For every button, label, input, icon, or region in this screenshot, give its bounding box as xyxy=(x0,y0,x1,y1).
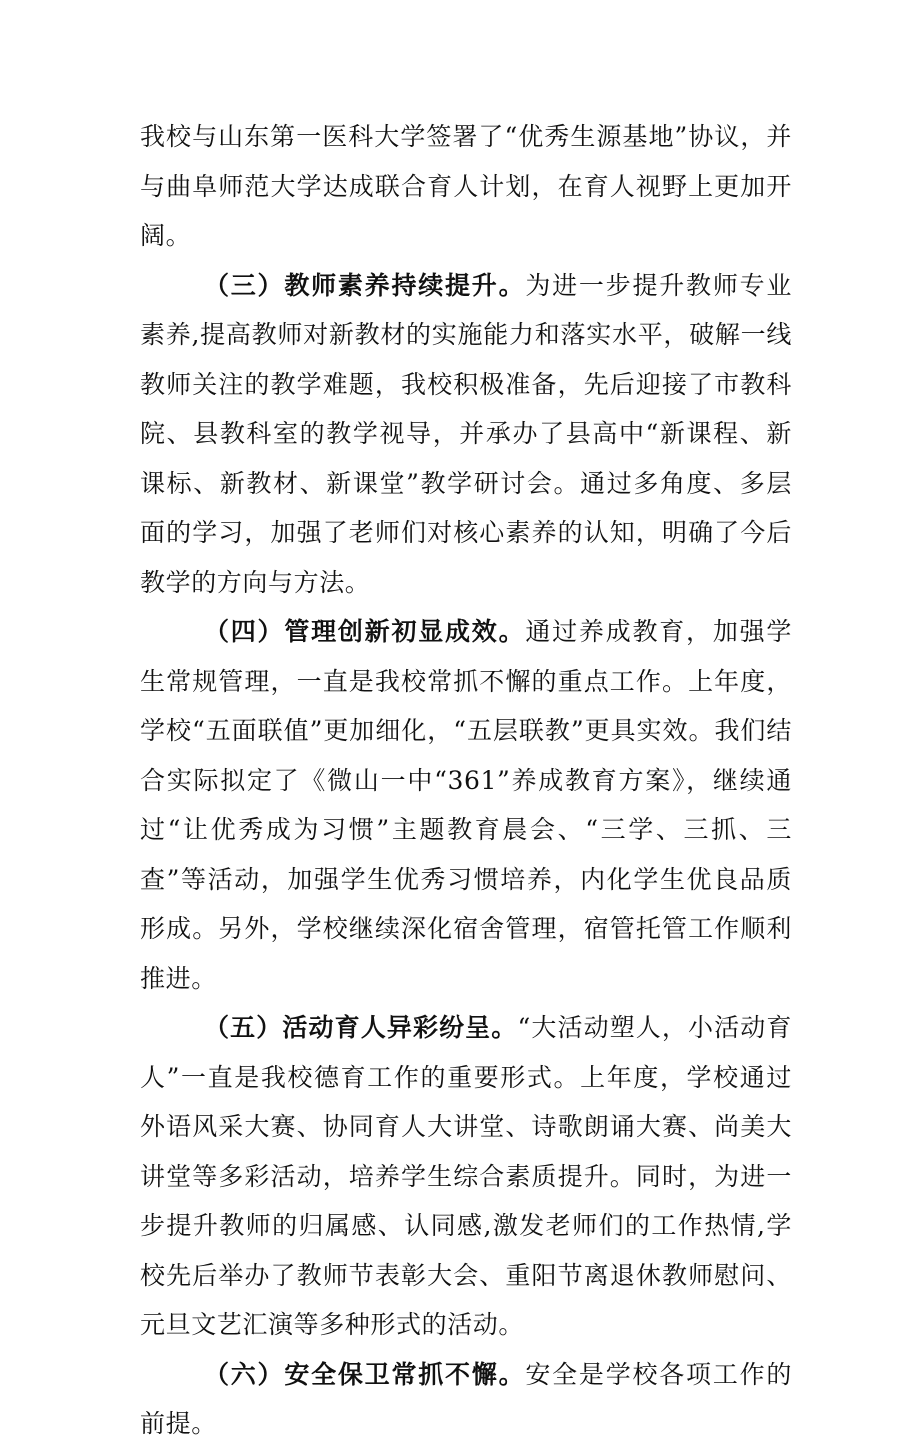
paragraph-continuation xyxy=(140,112,792,261)
paragraph-text: 我校与山东第一医科大学签署了“优秀生源基地”协议，并与曲阜师范大学达成联合育人计划，在育人视野上更加开阔。 xyxy=(140,122,792,250)
section-heading-5: （五）活动育人异彩纷呈。 xyxy=(204,1013,518,1042)
section-heading-6: （六）安全保卫常抓不懈。 xyxy=(204,1359,526,1389)
paragraph-activities xyxy=(140,1003,792,1350)
paragraph-text: “大活动塑人，小活动育人”一直是我校德育工作的重要形式。上年度，学校通过外语风采大赛、协同育人大讲堂、诗歌朗诵大赛、尚美大讲堂等多彩活动，培养学生综合素质提升。同时，为进一步提升教师的归属感、认同感,激发老师们的工作热情,学校先后举办了教师节表彰大会、重阳节离退休教师慰问、元旦文艺汇演等多种形式的活动。 xyxy=(140,1013,793,1339)
paragraph-text: 为进一步提升教师专业素养,提高教师对新教材的实施能力和落实水平，破解一线教师关注的教学难题，我校积极准备，先后迎接了市教科院、县教科室的教学视导，并承办了县高中“新课程、新课标、新教材、新课堂”教学研讨会。通过多角度、多层面的学习，加强了老师们对核心素养的认知，明确了今后教学的方向与方法。 xyxy=(140,270,792,597)
section-heading-4: （四）管理创新初显成效。 xyxy=(204,617,526,646)
section-heading-3: （三）教师素养持续提升。 xyxy=(204,270,526,300)
paragraph-teacher-quality xyxy=(140,261,792,608)
paragraph-management xyxy=(140,607,792,1003)
body-text xyxy=(140,112,792,1449)
paragraph-text: 通过养成教育，加强学生常规管理，一直是我校常抓不懈的重点工作。上年度，学校“五面联值”更加细化，“五层联教”更具实效。我们结合实际拟定了《微山一中“361”养成教育方案》，继续通过“让优秀成为习惯”主题教育晨会、“三学、三抓、三查”等活动，加强学生优秀习惯培养，内化学生优良品质形成。另外，学校继续深化宿舍管理，宿管托管工作顺利推进。 xyxy=(140,617,792,993)
paragraph-text: 安全是学校各项工作的前提。 xyxy=(140,1359,792,1438)
paragraph-safety xyxy=(140,1350,792,1449)
